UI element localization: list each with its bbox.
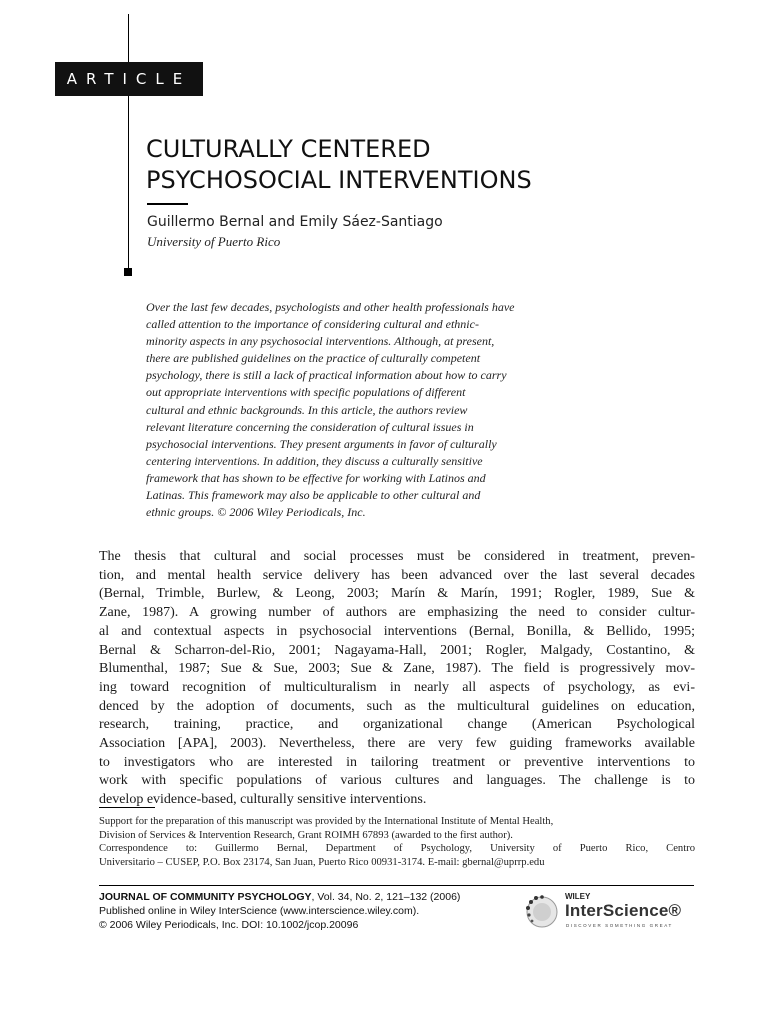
abstract-line: framework that has shown to be effective for working with Latinos and bbox=[146, 470, 486, 485]
abstract-line: called attention to the importance of considering cultural and ethnic- bbox=[146, 317, 479, 332]
title-line: CULTURALLY CENTERED bbox=[146, 135, 431, 163]
body-line: (Bernal, Trimble, Burlew, & Leong, 2003; Marín & Marín, 1991; Rogler, 1989, Sue & bbox=[99, 586, 695, 602]
article-type-tag: ARTICLE bbox=[55, 62, 203, 96]
body-line: al and contextual aspects in psychosocial interventions (Bernal, Bonilla, & Bellido, 1995; bbox=[99, 623, 695, 639]
body-line: Bernal & Scharron-del-Rio, 2001; Nagayama-Hall, 2001; Rogler, Malgady, Costantino, & bbox=[99, 642, 695, 658]
interscience-globe-icon bbox=[524, 894, 560, 930]
abstract-line: ethnic groups. © 2006 Wiley Periodicals, Inc. bbox=[146, 505, 366, 520]
title-line: PSYCHOSOCIAL INTERVENTIONS bbox=[146, 166, 532, 194]
body-paragraph bbox=[99, 548, 695, 810]
body-line: Association [APA], 2003). Nevertheless, there are very few guiding frameworks available bbox=[99, 736, 695, 752]
affiliation: University of Puerto Rico bbox=[147, 234, 281, 249]
body-line: to investigators who are interested in tailoring treatment or preventive interventions to bbox=[99, 754, 695, 770]
abstract bbox=[146, 299, 586, 521]
journal-name: JOURNAL OF COMMUNITY PSYCHOLOGY bbox=[99, 891, 312, 903]
journal-citation bbox=[99, 890, 499, 904]
abstract-line: psychosocial interventions. They present arguments in favor of culturally bbox=[146, 436, 497, 451]
body-line: denced by the adoption of documents, such as the multicultural guidelines on education, bbox=[99, 698, 695, 714]
footnote-line: Correspondence to: Guillermo Bernal, Department of Psychology, University of Puerto Rico, Centro bbox=[99, 843, 695, 854]
journal-volume: , Vol. 34, No. 2, 121–132 (2006) bbox=[311, 891, 461, 903]
body-line: work with specific populations of various cultures and languages. The challenge is to bbox=[99, 773, 695, 789]
body-line: tion, and mental health service delivery has been advanced over the last several decades bbox=[99, 567, 695, 583]
body-line: Zane, 1987). A growing number of authors are emphasizing the need to consider cultur- bbox=[99, 605, 695, 621]
abstract-line: centering interventions. In addition, they discuss a culturally sensitive bbox=[146, 453, 483, 468]
vertical-rule bbox=[128, 14, 129, 276]
body-line: develop evidence-based, culturally sensitive interventions. bbox=[99, 792, 427, 808]
abstract-line: minority aspects in any psychosocial interventions. Although, at present, bbox=[146, 334, 495, 349]
footnote-line: Support for the preparation of this manuscript was provided by the International Institute of Mental Health, bbox=[99, 816, 554, 827]
abstract-line: Latinas. This framework may also be applicable to other cultural and bbox=[146, 488, 481, 503]
logo-tagline: DISCOVER SOMETHING GREAT bbox=[566, 923, 673, 928]
journal-info bbox=[99, 890, 499, 933]
footnote-rule bbox=[99, 807, 155, 808]
abstract-line: relevant literature concerning the consideration of cultural issues in bbox=[146, 419, 474, 434]
footnotes bbox=[99, 815, 695, 869]
abstract-line: psychology, there is still a lack of practical information about how to carry bbox=[146, 368, 507, 383]
body-line: ing toward recognition of multiculturalism in nearly all aspects of psychology, as evi- bbox=[99, 679, 695, 695]
body-line: research, training, practice, and organizational change (American Psychological bbox=[99, 717, 695, 733]
wiley-wordmark: WILEY bbox=[565, 892, 591, 901]
footnote-line: Universitario – CUSEP, P.O. Box 23174, San Juan, Puerto Rico 00931-3174. E-mail: gbernal@uprrp.edu bbox=[99, 856, 545, 868]
abstract-line: out appropriate interventions with specific populations of different bbox=[146, 385, 466, 400]
article-title bbox=[146, 134, 706, 196]
abstract-line: there are published guidelines on the practice of culturally competent bbox=[146, 351, 481, 366]
interscience-wordmark: InterScience® bbox=[565, 901, 682, 920]
body-line: The thesis that cultural and social processes must be considered in treatment, preven- bbox=[99, 549, 695, 564]
body-line: Blumenthal, 1987; Sue & Sue, 2003; Sue & Zane, 1987). The field is progressively mov- bbox=[99, 661, 695, 677]
title-underline bbox=[147, 203, 188, 205]
interscience-logo bbox=[524, 892, 696, 932]
rule-end-square bbox=[124, 268, 132, 276]
abstract-line: cultural and ethnic backgrounds. In this article, the authors review bbox=[146, 402, 468, 417]
abstract-line: Over the last few decades, psychologists and other health professionals have bbox=[146, 300, 515, 314]
journal-copyright: © 2006 Wiley Periodicals, Inc. DOI: 10.1002/jcop.20096 bbox=[99, 919, 359, 932]
journal-rule bbox=[99, 885, 694, 886]
footnote-line: Division of Services & Intervention Research, Grant ROIMH 67893 (awarded to the first author). bbox=[99, 829, 513, 841]
journal-published: Published online in Wiley InterScience (www.interscience.wiley.com). bbox=[99, 905, 420, 918]
authors: Guillermo Bernal and Emily Sáez-Santiago bbox=[147, 214, 443, 230]
